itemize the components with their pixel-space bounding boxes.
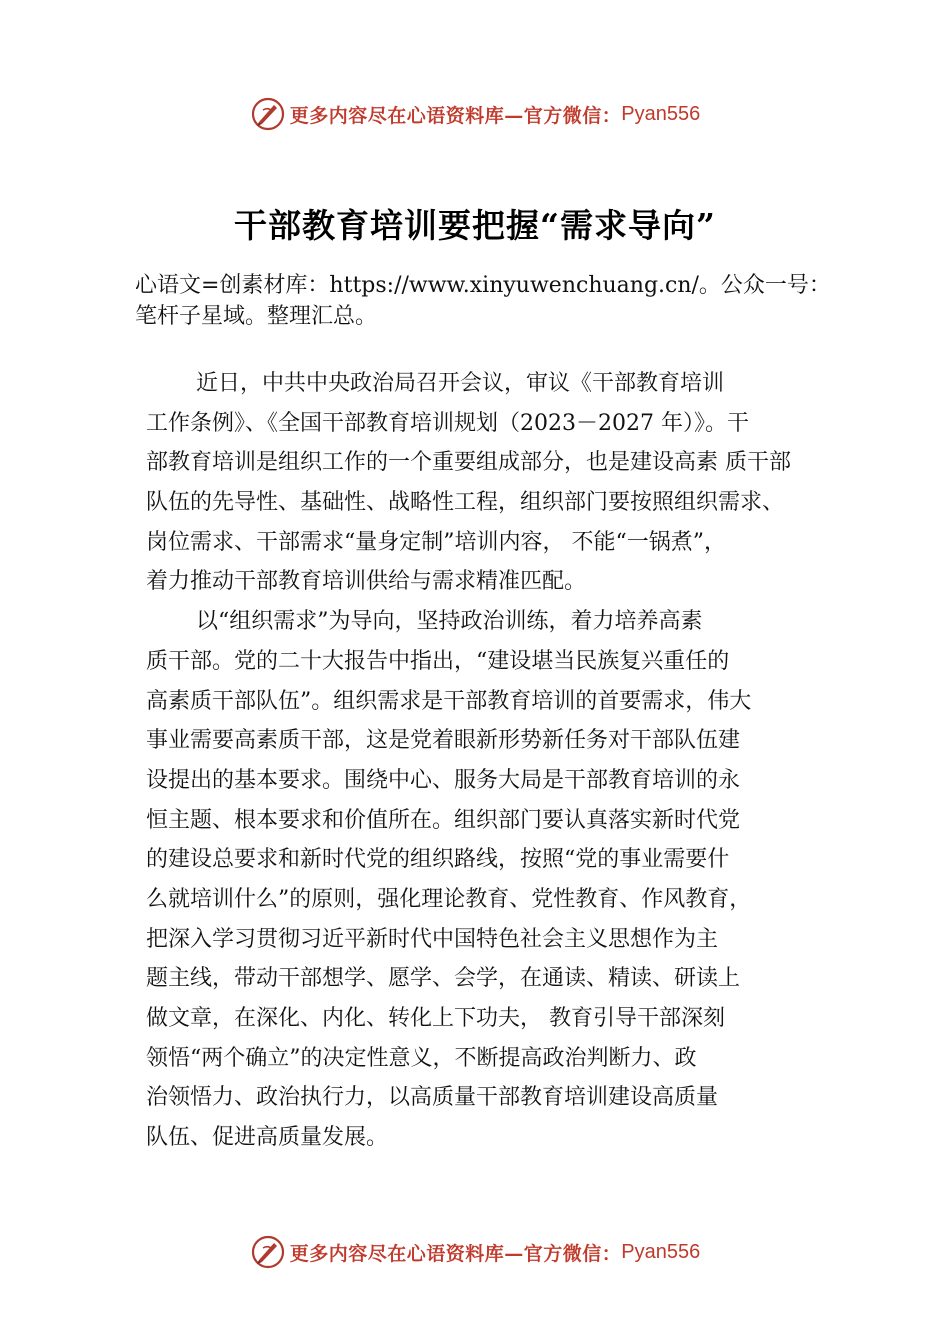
article-body: [146, 364, 842, 1158]
source-note: 心语文=创素材库：https://www.xinyuwenchuang.cn/。公众一号：笔杆子星域。整理汇总。: [135, 273, 831, 329]
text-line: 事业需要高素质干部，这是党着眼新形势新任务对干部队伍建: [146, 728, 741, 754]
paragraph-2: [146, 602, 842, 1158]
text-line: 以“组织需求”为导向，坚持政治训练，着力培养高素: [196, 609, 703, 635]
banner-text: 更多内容尽在心语资料库—官方微信：: [289, 1242, 622, 1265]
text-line: 把深入学习贯彻习近平新时代中国特色社会主义思想作为主: [146, 926, 719, 952]
text-line: 做文章，在深化、内化、转化上下功夫， 教育引导干部深刻: [146, 1006, 725, 1031]
text-line: 恒主题、根本要求和价值所在。组织部门要认真落实新时代党: [146, 807, 741, 833]
text-line: 近日，中共中央政治局召开会议，审议《干部教育培训: [196, 371, 725, 396]
paragraph-1: [146, 364, 842, 602]
text-line: 部教育培训是组织工作的一个重要组成部分，也是建设高素 质干部: [146, 450, 791, 476]
text-line: 队伍、促进高质量发展。: [146, 1125, 389, 1151]
header-banner: [0, 94, 950, 134]
banner-text: 更多内容尽在心语资料库—官方微信：: [289, 104, 622, 127]
text-line: 岗位需求、干部需求“量身定制”培训内容， 不能“一锅煮”，: [146, 529, 726, 555]
text-line: 么就培训什么”的原则，强化理论教育、党性教育、作风教育，: [146, 886, 752, 912]
text-line: 高素质干部队伍”。组织需求是干部教育培训的首要需求，伟大: [146, 688, 752, 714]
text-line: 着力推动干部教育培训供给与需求精准匹配。: [146, 569, 587, 595]
document-title: 干部教育培训要把握“需求导向”: [234, 206, 716, 245]
pen-logo-icon: [250, 96, 286, 132]
text-line: 治领悟力、政治执行力，以高质量干部教育培训建设高质量: [146, 1085, 719, 1111]
text-line: 质干部。党的二十大报告中指出，“建设堪当民族复兴重任的: [146, 648, 730, 674]
banner-wechat-handle: Pyan556: [621, 1240, 701, 1263]
text-line: 的建设总要求和新时代党的组织路线，按照“党的事业需要什: [146, 847, 730, 873]
text-line: 题主线，带动干部想学、愿学、会学，在通读、精读、研读上: [146, 966, 741, 992]
text-line: 设提出的基本要求。围绕中心、服务大局是干部教育培训的永: [146, 767, 741, 793]
text-line: 工作条例》、《全国干部教育培训规划（2023－2027 年）》。干: [146, 410, 749, 436]
footer-banner: [0, 1232, 950, 1272]
pen-logo-icon: [250, 1234, 286, 1270]
text-line: 队伍的先导性、基础性、战略性工程，组织部门要按照组织需求、: [146, 490, 785, 516]
banner-wechat-handle: Pyan556: [621, 102, 701, 125]
text-line: 领悟“两个确立”的决定性意义，不断提高政治判断力、政: [146, 1045, 697, 1071]
